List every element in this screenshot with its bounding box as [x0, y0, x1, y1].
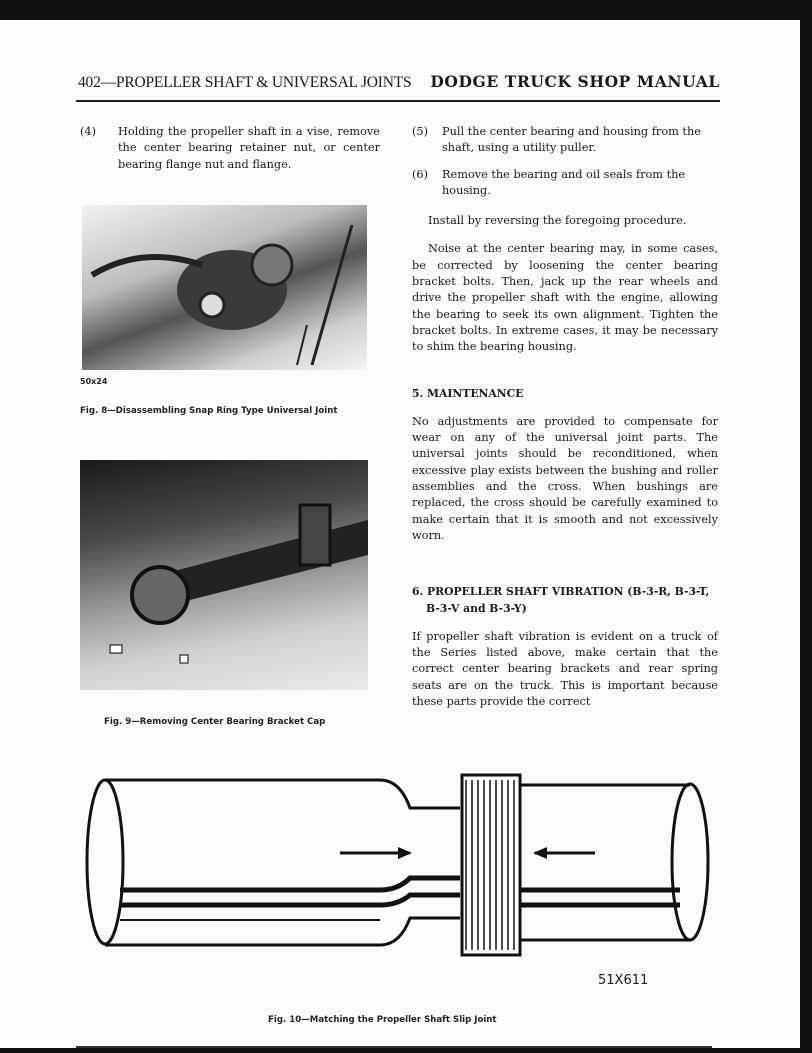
- manual-title: DODGE TRUCK SHOP MANUAL: [430, 72, 720, 91]
- section-6-heading: 6. PROPELLER SHAFT VIBRATION (B-3-R, B-3-T, B-3-V and B-3-Y): [412, 585, 710, 615]
- step-5: [412, 124, 718, 157]
- noise-paragraph: Noise at the center bearing may, in some cases, be corrected by loosening the center bearing bracket bolts. Then, jack up the rear wheels and drive the propeller shaft with the engine, allowing the bearing to seek its own alignment. Tighten the bracket bolts. In extreme cases, it may be necessary to shim the bearing housing.: [412, 242, 718, 354]
- right-column: [412, 124, 718, 720]
- universal-joint-illustration: [82, 205, 367, 370]
- section-6-body: If propeller shaft vibration is evident on a truck of the Series listed above, make certain that the correct center bearing brackets and rear spring seats are on the truck. This is important because these parts provide the correct: [412, 629, 718, 709]
- fig8-caption: Fig. 8—Disassembling Snap Ring Type Universal Joint: [80, 406, 338, 416]
- install-paragraph: Install by reversing the foregoing procedure.: [428, 214, 687, 228]
- bracket-cap-illustration: [80, 460, 368, 690]
- left-column: [80, 124, 380, 183]
- step-6: [412, 167, 718, 200]
- step-number: (6): [412, 167, 429, 181]
- section-5-heading: 5. MAINTENANCE: [412, 386, 524, 400]
- section-5-body: No adjustments are provided to compensate for wear on any of the universal joint parts. The universal joints should be reconditioned, when excessive play exists between the bushing and roller assemblies and the cross. When bushings are replaced, the cross should be carefully examined to make certain that it is smooth and not excessively worn.: [412, 414, 718, 542]
- fig10-caption: Fig. 10—Matching the Propeller Shaft Slip Joint: [268, 1015, 497, 1025]
- step-text: Pull the center bearing and housing from the shaft, using a utility puller.: [442, 125, 701, 155]
- step-text: Remove the bearing and oil seals from the housing.: [442, 167, 686, 197]
- page-title: 402—PROPELLER SHAFT & UNIVERSAL JOINTS: [78, 74, 412, 91]
- step-4: [80, 124, 380, 173]
- step-number: (5): [412, 125, 429, 138]
- footer-rule: [76, 1046, 712, 1048]
- fig10-code: 51X611: [598, 973, 649, 988]
- step-text: Holding the propeller shaft in a vise, remove the center bearing retainer nut, or center bearing flange nut and flange.: [118, 125, 380, 171]
- header-rule: [76, 100, 720, 102]
- fig8-code: 50x24: [80, 377, 108, 386]
- fig10-slip-joint-drawing: [80, 760, 730, 975]
- fig9-photo: [80, 460, 368, 690]
- fig8-photo: [82, 205, 367, 370]
- fig9-caption: Fig. 9—Removing Center Bearing Bracket Cap: [104, 717, 326, 727]
- scan-border: [0, 0, 812, 22]
- page-header: [78, 72, 718, 92]
- step-number: (4): [80, 125, 97, 138]
